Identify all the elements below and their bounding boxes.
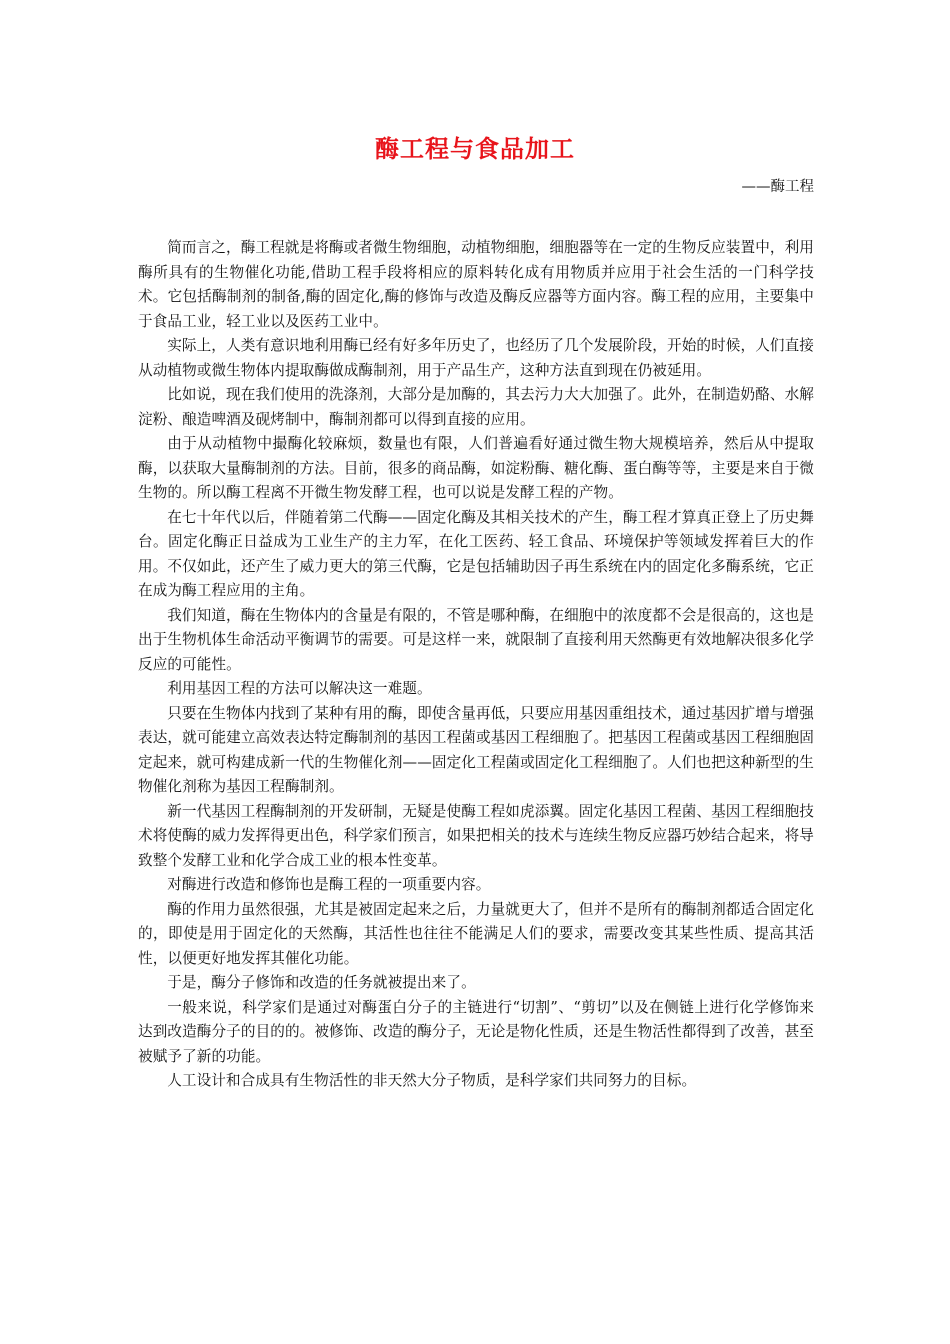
paragraph: 只要在生物体内找到了某种有用的酶，即使含量再低，只要应用基因重组技术，通过基因扩增与增强表达，就可能建立高效表达特定酶制剂的基因工程菌或基因工程细胞了。把基因工程菌或基因工程细胞固定起来，就可构建成新一代的生物催化剂——固定化工程菌或固定化工程细胞了。人们也把这种新型的生物催化剂称为基因工程酶制剂。 xyxy=(138,704,814,795)
document-subtitle: ——酶工程 xyxy=(741,179,814,195)
paragraph: 一般来说，科学家们是通过对酶蛋白分子的主链进行“切割”、“剪切”以及在侧链上进行化学修饰来达到改造酶分子的目的的。被修饰、改造的酶分子，无论是物化性质，还是生物活性都得到了改善，甚至被赋予了新的功能。 xyxy=(138,998,814,1065)
paragraph: 实际上，人类有意识地利用酶已经有好多年历史了，也经历了几个发展阶段，开始的时候，人们直接从动植物或微生物体内提取酶做成酶制剂，用于产品生产，这种方法直到现在仍被延用。 xyxy=(138,337,814,379)
paragraph: 简而言之，酶工程就是将酶或者微生物细胞，动植物细胞，细胞器等在一定的生物反应装置中，利用酶所具有的生物催化功能,借助工程手段将相应的原料转化成有用物质并应用于社会生活的一门科学技术。它包括酶制剂的制备,酶的固定化,酶的修饰与改造及酶反应器等方面内容。酶工程的应用，主要集中于食品工业，轻工业以及医药工业中。 xyxy=(138,239,814,330)
paragraph: 在七十年代以后，伴随着第二代酶——固定化酶及其相关技术的产生，酶工程才算真正登上了历史舞台。固定化酶正日益成为工业生产的主力军，在化工医药、轻工食品、环境保护等领域发挥着巨大的作用。不仅如此，还产生了威力更大的第三代酶，它是包括辅助因子再生系统在内的固定化多酶系统，它正在成为酶工程应用的主角。 xyxy=(138,508,814,599)
paragraph: 对酶进行改造和修饰也是酶工程的一项重要内容。 xyxy=(167,876,491,893)
paragraph: 人工设计和合成具有生物活性的非天然大分子物质，是科学家们共同努力的目标。 xyxy=(167,1072,697,1089)
document-title: 酶工程与食品加工 xyxy=(375,134,575,163)
paragraph: 酶的作用力虽然很强，尤其是被固定起来之后，力量就更大了，但并不是所有的酶制剂都适合固定化的，即使是用于固定化的天然酶，其活性也往往不能满足人们的要求，需要改变其某些性质、提高其活性，以便更好地发挥其催化功能。 xyxy=(138,900,814,967)
paragraph: 新一代基因工程酶制剂的开发研制，无疑是使酶工程如虎添翼。固定化基因工程菌、基因工程细胞技术将使酶的威力发挥得更出色，科学家们预言，如果把相关的技术与连续生物反应器巧妙结合起来，将导致整个发酵工业和化学合成工业的根本性变革。 xyxy=(138,802,814,869)
paragraph: 由于从动植物中撮酶化较麻烦，数量也有限，人们普遍看好通过微生物大规模培养，然后从中提取酶，以获取大量酶制剂的方法。目前，很多的商品酶，如淀粉酶、糖化酶、蛋白酶等等，主要是来自于微生物的。所以酶工程离不开微生物发酵工程，也可以说是发酵工程的产物。 xyxy=(138,435,814,501)
document-body xyxy=(138,236,814,1094)
paragraph: 比如说，现在我们使用的洗涤剂，大部分是加酶的，其去污力大大加强了。此外，在制造奶酪、水解淀粉、酿造啤酒及砚烤制中，酶制剂都可以得到直接的应用。 xyxy=(138,386,814,428)
paragraph: 于是，酶分子修饰和改造的任务就被提出来了。 xyxy=(167,974,476,991)
paragraph: 我们知道，酶在生物体内的含量是有限的，不管是哪种酶，在细胞中的浓度都不会是很高的，这也是出于生物机体生命活动平衡调节的需要。可是这样一来，就限制了直接利用天然酶更有效地解决很多化学反应的可能性。 xyxy=(138,606,814,673)
paragraph: 利用基因工程的方法可以解决这一难题。 xyxy=(167,680,432,697)
